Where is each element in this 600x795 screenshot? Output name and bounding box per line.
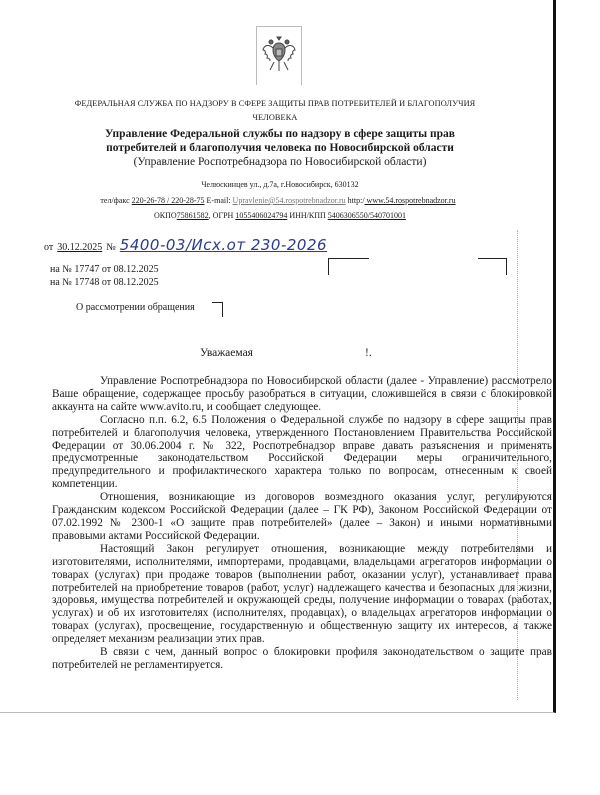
letter-body [52, 375, 552, 672]
body-paragraph-3: Отношения, возникающие из договоров возмездного оказания услуг, регулируются Гражданским кодексом Российской Федерации (далее – ГК РФ), Законом Российской Федерации от 07.02.1992 № 2300-1 «О защите прав потребителей» (далее – Закон) и иными нормативными правовыми актами Российской Федерации. [52, 491, 552, 542]
agency-name-line1: ФЕДЕРАЛЬНАЯ СЛУЖБА ПО НАДЗОРУ В СФЕРЕ ЗАЩИТЫ ПРАВ ПОТРЕБИТЕЛЕЙ И БЛАГОПОЛУЧИЯ [74, 99, 476, 108]
body-paragraph-1: Управление Роспотребнадзора по Новосибирской области (далее - Управление) рассмотрело Ваше обращение, содержащее просьбу разобраться в ситуации, сложившейся в связи с блокировкой аккаунта на сайте www.avito.ru, и сообщает следующее. [52, 375, 552, 413]
inn-label: ИНН/КПП [289, 211, 326, 220]
agency-name-line2: ЧЕЛОВЕКА [252, 113, 298, 122]
website-link[interactable]: www.54.rospotrebnadzor.ru [364, 196, 456, 205]
body-paragraph-4: Настоящий Закон регулирует отношения, возникающие между потребителями и изготовителями, исполнителями, импортерами, продавцами, владельцами агрегаторов информации о товарах (услугах) при продаже товаров (выполнении работ, оказании услуг), устанавливает права потребителей на приобретение товаров (работ, услуг) надлежащего качества и безопасных для жизни, здоровья, имущества потребителей и окружающей среды, получение информации о товарах (работах, услугах) и об их изготовителях (исполнителях, продавцах), о владельцах агрегаторов информации о товарах (услугах), просвещение, государственную и общественную защиту их интересов, а также определяет механизм реализации этих прав. [52, 542, 552, 646]
department-name-line1: Управление Федеральной службы по надзору в сфере защиты прав [105, 128, 455, 140]
addressee-corner-right [478, 258, 507, 275]
date-prefix: от [44, 242, 54, 253]
phone-number: 220-26-78 / 220-28-75 [131, 196, 205, 205]
addressee-corner-left [328, 258, 369, 275]
contact-line [88, 196, 468, 205]
email-label: E-mail: [206, 196, 231, 205]
email-link[interactable]: Upravlenie@54.rospotrebnadzor.ru [232, 196, 346, 205]
web-label: http:/ [347, 196, 365, 205]
registration-line [90, 211, 470, 220]
outgoing-reference [44, 236, 327, 255]
department-name-line2: потребителей и благополучия человека по Новосибирской области [106, 142, 454, 154]
okpo-value: 75861582 [176, 211, 209, 220]
number-prefix: № [106, 242, 116, 253]
incoming-reference-1: на № 17747 от 08.12.2025 [50, 264, 159, 275]
phone-label: тел/факс [100, 196, 130, 205]
body-paragraph-5: В связи с чем, данный вопрос о блокировки профиля законодательством о защите прав потребителей не регламентируется. [52, 646, 552, 671]
letter-subject: О рассмотрении обращения [76, 302, 195, 313]
incoming-reference-2: на № 17748 от 08.12.2025 [50, 277, 159, 288]
ogrn-value: 1055406024794 [235, 211, 288, 220]
department-short-name: (Управление Роспотребнадзора по Новосибирской области) [133, 156, 427, 168]
double-headed-eagle-icon [262, 34, 296, 78]
body-paragraph-2: Согласно п.п. 6.2, 6.5 Положения о Федеральной службе по надзору в сфере защиты прав потребителей и благополучия человека, утвержденного Постановлением Правительства Российской Федерации от 30.06.2004 г. № 322, Роспотребнадзор вправе давать разъяснения и применять предусмотренные законодательством Российской Федерации меры ограничительного, предупредительного и профилактического характера только по вопросам, отнесенным к своей компетенции. [52, 413, 552, 491]
salutation-suffix: !. [365, 347, 372, 359]
ogrn-label: , ОГРН [208, 211, 234, 220]
subject-corner-bracket [212, 302, 223, 317]
okpo-label: ОКПО [154, 211, 177, 220]
handwritten-outgoing-number: 5400-03/Исх.от 230-2026 [119, 236, 328, 254]
inn-value: 5406306550/540701001 [327, 211, 406, 220]
address: Челюскинцев ул., д.7а, г.Новосибирск, 630132 [201, 180, 359, 189]
coat-of-arms-emblem [256, 26, 302, 85]
salutation-greeting: Уважаемая [200, 347, 253, 359]
outgoing-date: 30.12.2025 [57, 242, 103, 253]
